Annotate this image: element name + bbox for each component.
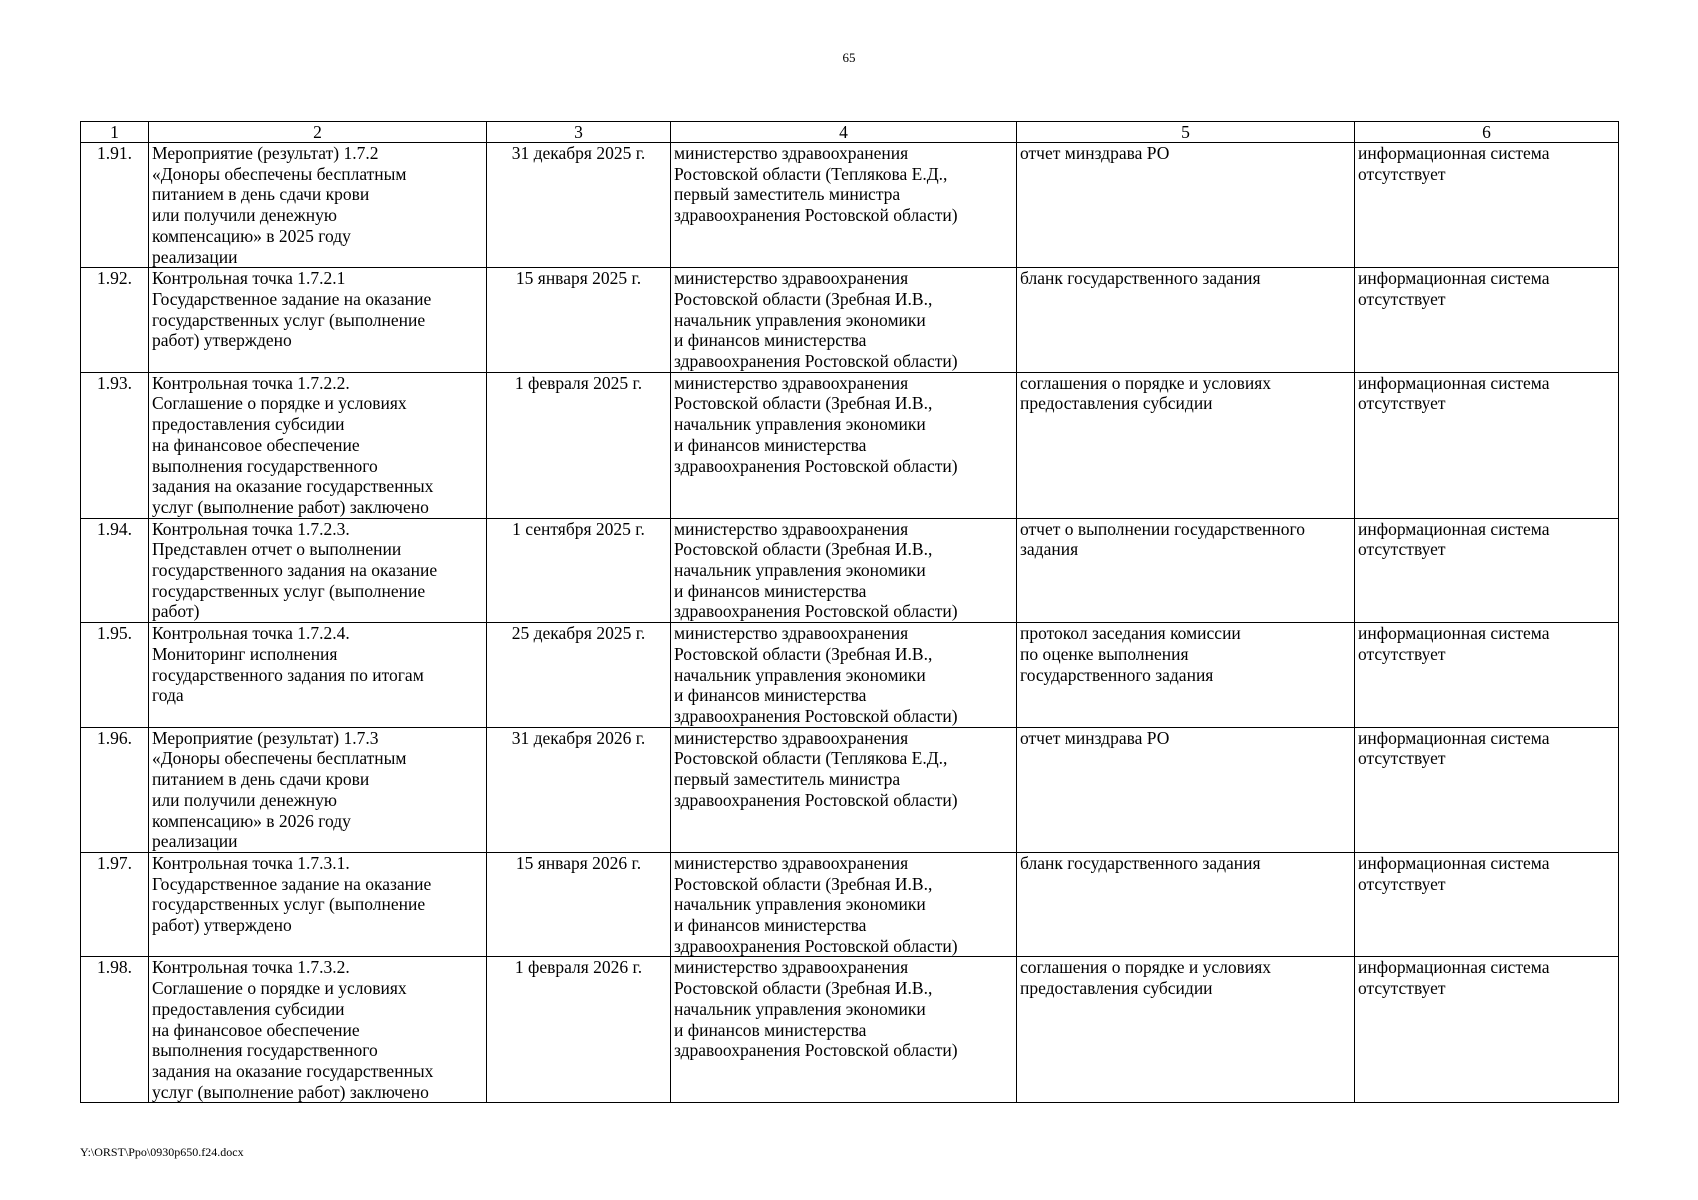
cell-date: 1 февраля 2025 г.	[487, 372, 671, 518]
cell-event: Контрольная точка 1.7.2.4. Мониторинг исполнения государственного задания по итогам года	[149, 623, 487, 728]
cell-date: 15 января 2026 г.	[487, 852, 671, 957]
footer-file-path: Y:\ORST\Ppo\0930p650.f24.docx	[80, 1145, 244, 1159]
cell-document: соглашения о порядке и условиях предоставления субсидии	[1017, 957, 1355, 1103]
cell-event: Мероприятие (результат) 1.7.3 «Доноры обеспечены бесплатным питанием в день сдачи крови или получили денежную компенсацию» в 2026 году реализации	[149, 727, 487, 852]
header-col-2: 2	[149, 122, 487, 143]
cell-responsible: министерство здравоохранения Ростовской области (Зребная И.В., начальник управления экономики и финансов министерства здравоохранения Ростовской области)	[671, 268, 1017, 373]
table-header-row	[81, 122, 1619, 143]
cell-system: информационная система отсутствует	[1355, 957, 1619, 1103]
cell-responsible: министерство здравоохранения Ростовской области (Зребная И.В., начальник управления экономики и финансов министерства здравоохранения Ростовской области)	[671, 957, 1017, 1103]
cell-date: 31 декабря 2025 г.	[487, 143, 671, 268]
cell-responsible: министерство здравоохранения Ростовской области (Зребная И.В., начальник управления экономики и финансов министерства здравоохранения Ростовской области)	[671, 372, 1017, 518]
cell-number: 1.92.	[81, 268, 149, 373]
header-col-4: 4	[671, 122, 1017, 143]
cell-date: 1 февраля 2026 г.	[487, 957, 671, 1103]
cell-number: 1.97.	[81, 852, 149, 957]
cell-document: протокол заседания комиссии по оценке выполнения государственного задания	[1017, 623, 1355, 728]
control-points-table	[80, 121, 1619, 1103]
table-body	[81, 143, 1619, 1103]
table-row	[81, 852, 1619, 957]
cell-number: 1.95.	[81, 623, 149, 728]
cell-event: Контрольная точка 1.7.3.2. Соглашение о порядке и условиях предоставления субсидии на финансовое обеспечение выполнения государственного задания на оказание государственных услуг (выполнение работ) заключено	[149, 957, 487, 1103]
header-col-6: 6	[1355, 122, 1619, 143]
cell-system: информационная система отсутствует	[1355, 852, 1619, 957]
cell-system: информационная система отсутствует	[1355, 372, 1619, 518]
cell-document: отчет минздрава РО	[1017, 727, 1355, 852]
cell-document: бланк государственного задания	[1017, 268, 1355, 373]
header-col-3: 3	[487, 122, 671, 143]
table-row	[81, 623, 1619, 728]
header-col-5: 5	[1017, 122, 1355, 143]
cell-responsible: министерство здравоохранения Ростовской области (Зребная И.В., начальник управления экономики и финансов министерства здравоохранения Ростовской области)	[671, 623, 1017, 728]
cell-responsible: министерство здравоохранения Ростовской области (Зребная И.В., начальник управления экономики и финансов министерства здравоохранения Ростовской области)	[671, 852, 1017, 957]
cell-date: 25 декабря 2025 г.	[487, 623, 671, 728]
header-col-1: 1	[81, 122, 149, 143]
table-row	[81, 268, 1619, 373]
cell-number: 1.91.	[81, 143, 149, 268]
cell-date: 15 января 2025 г.	[487, 268, 671, 373]
cell-event: Контрольная точка 1.7.3.1. Государственное задание на оказание государственных услуг (выполнение работ) утверждено	[149, 852, 487, 957]
cell-system: информационная система отсутствует	[1355, 727, 1619, 852]
cell-number: 1.96.	[81, 727, 149, 852]
cell-date: 31 декабря 2026 г.	[487, 727, 671, 852]
cell-event: Контрольная точка 1.7.2.3. Представлен отчет о выполнении государственного задания на оказание государственных услуг (выполнение работ)	[149, 518, 487, 623]
table-row	[81, 957, 1619, 1103]
cell-event: Мероприятие (результат) 1.7.2 «Доноры обеспечены бесплатным питанием в день сдачи крови или получили денежную компенсацию» в 2025 году реализации	[149, 143, 487, 268]
cell-document: бланк государственного задания	[1017, 852, 1355, 957]
table-row	[81, 518, 1619, 623]
table-row	[81, 727, 1619, 852]
page-number: 65	[842, 50, 856, 65]
table-row	[81, 372, 1619, 518]
cell-system: информационная система отсутствует	[1355, 623, 1619, 728]
cell-number: 1.93.	[81, 372, 149, 518]
cell-responsible: министерство здравоохранения Ростовской области (Теплякова Е.Д., первый заместитель министра здравоохранения Ростовской области)	[671, 143, 1017, 268]
table-row	[81, 143, 1619, 268]
cell-system: информационная система отсутствует	[1355, 518, 1619, 623]
cell-document: отчет минздрава РО	[1017, 143, 1355, 268]
cell-event: Контрольная точка 1.7.2.1 Государственное задание на оказание государственных услуг (выполнение работ) утверждено	[149, 268, 487, 373]
cell-event: Контрольная точка 1.7.2.2. Соглашение о порядке и условиях предоставления субсидии на финансовое обеспечение выполнения государственного задания на оказание государственных услуг (выполнение работ) заключено	[149, 372, 487, 518]
cell-system: информационная система отсутствует	[1355, 143, 1619, 268]
cell-document: отчет о выполнении государственного задания	[1017, 518, 1355, 623]
cell-number: 1.94.	[81, 518, 149, 623]
cell-system: информационная система отсутствует	[1355, 268, 1619, 373]
cell-responsible: министерство здравоохранения Ростовской области (Зребная И.В., начальник управления экономики и финансов министерства здравоохранения Ростовской области)	[671, 518, 1017, 623]
cell-responsible: министерство здравоохранения Ростовской области (Теплякова Е.Д., первый заместитель министра здравоохранения Ростовской области)	[671, 727, 1017, 852]
cell-document: соглашения о порядке и условиях предоставления субсидии	[1017, 372, 1355, 518]
cell-number: 1.98.	[81, 957, 149, 1103]
cell-date: 1 сентября 2025 г.	[487, 518, 671, 623]
